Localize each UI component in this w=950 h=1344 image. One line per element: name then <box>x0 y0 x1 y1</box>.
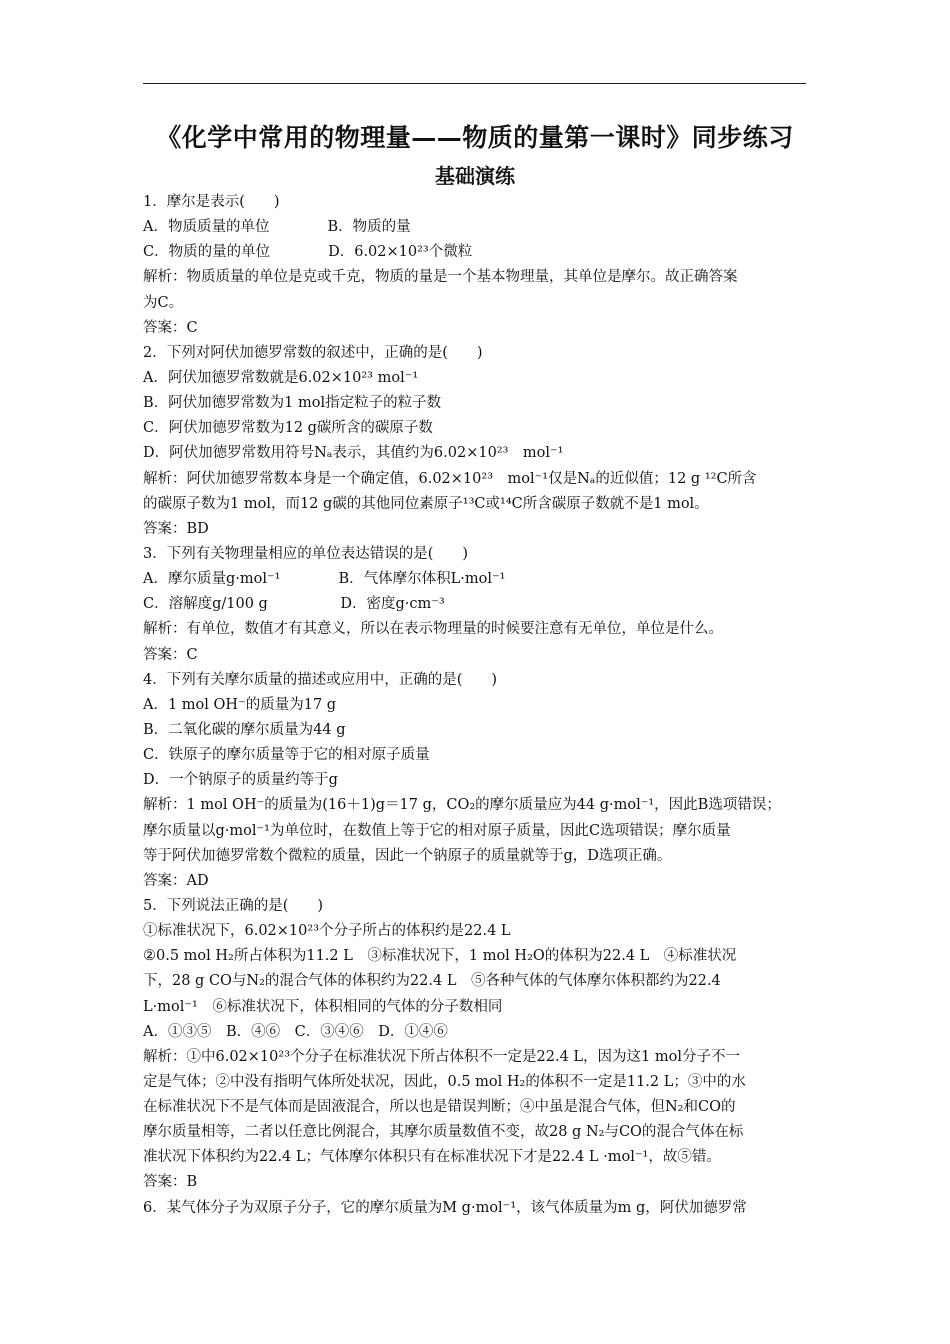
text-line: A．物质质量的单位 B．物质的量 <box>143 219 411 236</box>
text-line: 答案：B <box>143 1174 198 1191</box>
document-title: 《化学中常用的物理量——物质的量第一课时》同步练习 <box>156 123 794 152</box>
text-line: 答案：C <box>143 319 198 336</box>
text-line: D．阿伏加德罗常数用符号Nₐ表示，其值约为6.02×10²³ mol⁻¹ <box>143 445 564 462</box>
text-line: 答案：C <box>143 646 198 663</box>
text-line: C．阿伏加德罗常数为12 g碳所含的碳原子数 <box>143 420 433 437</box>
text-line: B．阿伏加德罗常数为1 mol指定粒子的粒子数 <box>143 395 442 412</box>
text-line: 的碳原子数为1 mol，而12 g碳的其他同位素原子¹³C或¹⁴C所含碳原子数就不是1 mol。 <box>143 495 709 512</box>
text-line: 解析：①中6.02×10²³个分子在标准状况下所占体积不一定是22.4 L，因为这1 mol分子不一 <box>143 1048 740 1065</box>
text-line: 在标准状况下不是气体而是固液混合，所以也是错误判断；④中虽是混合气体，但N₂和CO的 <box>143 1099 736 1116</box>
text-line: ②0.5 mol H₂所占体积为11.2 L ③标准状况下，1 mol H₂O的体积为22.4 L ④标准状况 <box>143 948 737 965</box>
text-line: ①标准状况下，6.02×10²³个分子所占的体积约是22.4 L <box>143 923 511 940</box>
text-line: 为C。 <box>143 294 184 311</box>
text-line: 定是气体；②中没有指明气体所处状况，因此，0.5 mol H₂的体积不一定是11.2 L；③中的水 <box>143 1073 746 1090</box>
text-line: 准状况下体积约为22.4 L；气体摩尔体积只有在标准状况下才是22.4 L ·mol⁻¹，故⑤错。 <box>143 1149 721 1166</box>
text-line: 答案：BD <box>143 520 209 537</box>
text-line: A．1 mol OH⁻的质量为17 g <box>143 696 337 713</box>
text-line: 解析：有单位，数值才有其意义，所以在表示物理量的时候要注意有无单位，单位是什么。 <box>143 621 723 638</box>
text-line: D．一个钠原子的质量约等于g <box>143 772 338 789</box>
section-heading: 基础演练 <box>435 164 515 188</box>
text-line: C．物质的量的单位 D．6.02×10²³个微粒 <box>143 244 473 261</box>
text-line: 解析：阿伏加德罗常数本身是一个确定值，6.02×10²³ mol⁻¹仅是Nₐ的近似值；12 g ¹²C所含 <box>143 470 757 487</box>
text-line: C．溶解度g/100 g D．密度g·cm⁻³ <box>143 596 445 613</box>
text-line: 5．下列说法正确的是( ) <box>143 897 324 914</box>
text-line: 等于阿伏加德罗常数个微粒的质量，因此一个钠原子的质量就等于g，D选项正确。 <box>143 847 672 864</box>
text-line: 4．下列有关摩尔质量的描述或应用中，正确的是( ) <box>143 671 498 688</box>
text-line: A．阿伏加德罗常数就是6.02×10²³ mol⁻¹ <box>143 369 419 386</box>
text-line: C．铁原子的摩尔质量等于它的相对原子质量 <box>143 747 430 764</box>
text-line: A．摩尔质量g·mol⁻¹ B．气体摩尔体积L·mol⁻¹ <box>143 571 506 588</box>
text-line: 解析：1 mol OH⁻的质量为(16＋1)g＝17 g，CO₂的摩尔质量应为44 g·mol⁻¹，因此B选项错误； <box>143 797 781 814</box>
text-line: B．二氧化碳的摩尔质量为44 g <box>143 721 346 738</box>
text-line: A．①③⑤ B．④⑥ C．③④⑥ D．①④⑥ <box>143 1023 448 1040</box>
text-line: 下，28 g CO与N₂的混合气体的体积约为22.4 L ⑤各种气体的气体摩尔体积都约为22.4 <box>143 973 721 990</box>
text-line: 6．某气体分子为双原子分子，它的摩尔质量为M g·mol⁻¹，该气体质量为m g，阿伏加德罗常 <box>143 1199 747 1216</box>
text-line: 2．下列对阿伏加德罗常数的叙述中，正确的是( ) <box>143 344 483 361</box>
text-line: 1．摩尔是表示( ) <box>143 194 280 210</box>
text-line: 解析：物质质量的单位是克或千克，物质的量是一个基本物理量，其单位是摩尔。故正确答案 <box>143 269 738 286</box>
document-body <box>143 190 808 1221</box>
top-rule <box>143 83 806 84</box>
text-line: L·mol⁻¹ ⑥标准状况下，体积相同的气体的分子数相同 <box>143 998 503 1015</box>
text-line: 摩尔质量相等，二者以任意比例混合，其摩尔质量数值不变，故28 g N₂与CO的混合气体在标 <box>143 1124 744 1141</box>
text-line: 答案：AD <box>143 872 209 889</box>
text-line: 3．下列有关物理量相应的单位表达错误的是( ) <box>143 545 469 562</box>
text-line: 摩尔质量以g·mol⁻¹为单位时，在数值上等于它的相对原子质量，因此C选项错误；摩尔质量 <box>143 822 731 839</box>
